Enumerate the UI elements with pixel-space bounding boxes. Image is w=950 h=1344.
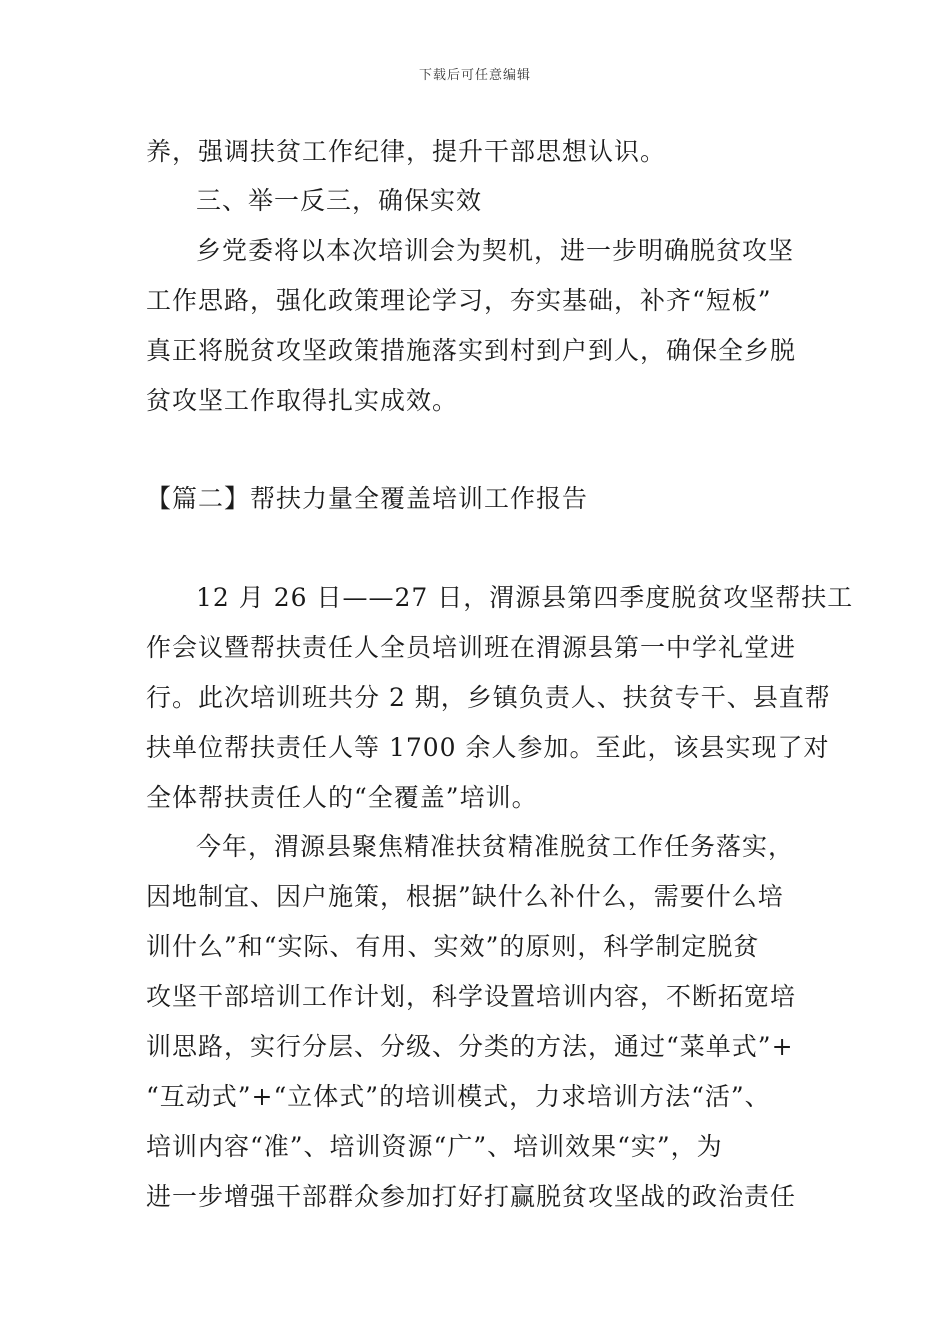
paragraph-line: 12 月 26 日——27 日，渭源县第四季度脱贫攻坚帮扶工 bbox=[196, 583, 854, 612]
paragraph-line: 贫攻坚工作取得扎实成效。 bbox=[146, 386, 459, 415]
paragraph-line: 今年，渭源县聚焦精准扶贫精准脱贫工作任务落实， bbox=[196, 832, 795, 861]
section-heading: 三、举一反三，确保实效 bbox=[196, 186, 483, 215]
paragraph-line: 作会议暨帮扶责任人全员培训班在渭源县第一中学礼堂进 bbox=[146, 633, 797, 662]
paragraph-line: 工作思路，强化政策理论学习，夯实基础，补齐“短板” bbox=[146, 286, 772, 315]
paragraph-line: 训思路，实行分层、分级、分类的方法，通过“菜单式”+ bbox=[146, 1032, 794, 1061]
chapter-title: 【篇二】帮扶力量全覆盖培训工作报告 bbox=[146, 484, 589, 513]
paragraph-line: 养，强调扶贫工作纪律，提升干部思想认识。 bbox=[146, 137, 667, 166]
paragraph-line: 真正将脱贫攻坚政策措施落实到村到户到人，确保全乡脱 bbox=[146, 336, 797, 365]
paragraph-line: 培训内容“准”、培训资源“广”、培训效果“实”，为 bbox=[146, 1132, 723, 1161]
paragraph-line: 扶单位帮扶责任人等 1700 余人参加。至此，该县实现了对 bbox=[146, 733, 830, 762]
paragraph-line: “互动式”+“立体式”的培训模式，力求培训方法“活”、 bbox=[146, 1082, 771, 1111]
page-header: 下载后可任意编辑 bbox=[418, 68, 531, 83]
paragraph-line: 训什么”和“实际、有用、实效”的原则，科学制定脱贫 bbox=[146, 932, 760, 961]
paragraph-line: 进一步增强干部群众参加打好打赢脱贫攻坚战的政治责任 bbox=[146, 1182, 797, 1211]
paragraph-line: 行。此次培训班共分 2 期，乡镇负责人、扶贫专干、县直帮 bbox=[146, 683, 831, 712]
paragraph-line: 因地制宜、因户施策，根据”缺什么补什么，需要什么培 bbox=[146, 882, 784, 911]
paragraph-line: 攻坚干部培训工作计划，科学设置培训内容，不断拓宽培 bbox=[146, 982, 797, 1011]
paragraph-line: 全体帮扶责任人的“全覆盖”培训。 bbox=[146, 783, 538, 812]
paragraph-line: 乡党委将以本次培训会为契机，进一步明确脱贫攻坚 bbox=[196, 236, 795, 265]
